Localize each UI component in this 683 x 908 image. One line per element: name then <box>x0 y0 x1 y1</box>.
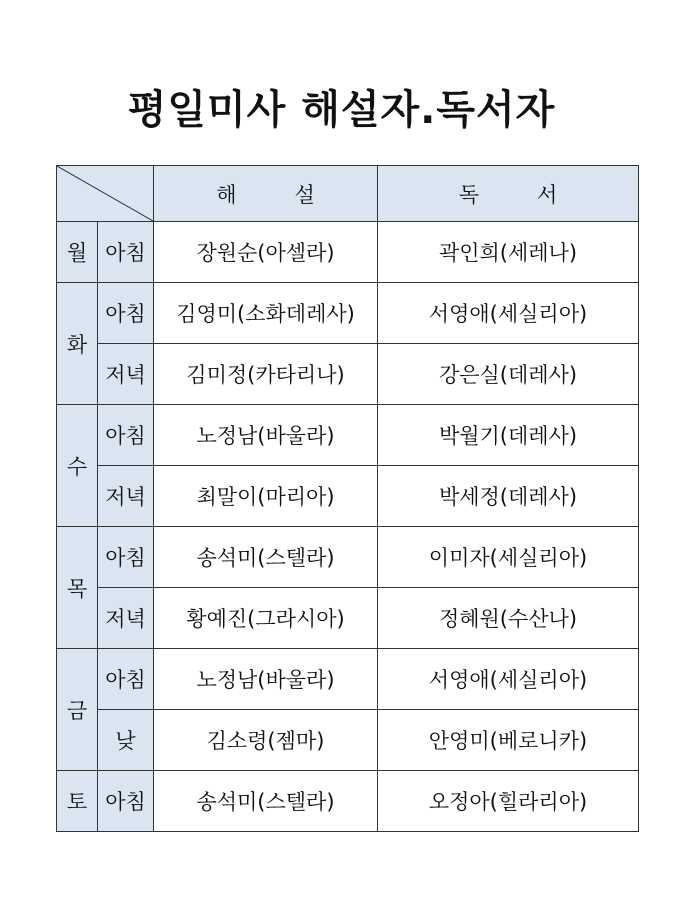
reader-cell: 안영미(베로니카) <box>378 710 639 771</box>
table-row <box>57 771 639 832</box>
schedule-table <box>56 165 639 832</box>
reader-cell: 박세정(데레사) <box>378 466 639 527</box>
reader-cell: 강은실(데레사) <box>378 344 639 405</box>
reader-cell: 서영애(세실리아) <box>378 283 639 344</box>
table-row <box>57 222 639 283</box>
time-cell: 낮 <box>98 710 154 771</box>
time-cell: 아침 <box>98 771 154 832</box>
commentator-cell: 김소령(젬마) <box>154 710 378 771</box>
day-cell: 수 <box>57 405 98 527</box>
commentator-cell: 장원순(아셀라) <box>154 222 378 283</box>
day-cell: 화 <box>57 283 98 405</box>
page-title: 평일미사 해설자.독서자 <box>127 87 556 133</box>
reader-cell: 정혜원(수산나) <box>378 588 639 649</box>
table-row <box>57 283 639 344</box>
reader-cell: 이미자(세실리아) <box>378 527 639 588</box>
commentator-cell: 송석미(스텔라) <box>154 527 378 588</box>
commentator-cell: 최말이(마리아) <box>154 466 378 527</box>
header-reader-char-2: 서 <box>537 182 558 207</box>
reader-cell: 오정아(힐라리아) <box>378 771 639 832</box>
day-cell: 토 <box>57 771 98 832</box>
header-reader-char-1: 독 <box>458 182 479 207</box>
table-row <box>57 710 639 771</box>
corner-diagonal-cell <box>57 166 154 222</box>
time-cell: 아침 <box>98 649 154 710</box>
time-cell: 저녁 <box>98 344 154 405</box>
day-cell: 목 <box>57 527 98 649</box>
table-row <box>57 344 639 405</box>
reader-cell: 곽인희(세레나) <box>378 222 639 283</box>
reader-cell: 박월기(데레사) <box>378 405 639 466</box>
time-cell: 아침 <box>98 222 154 283</box>
commentator-cell: 황예진(그라시아) <box>154 588 378 649</box>
header-row <box>57 166 639 222</box>
commentator-cell: 노정남(바울라) <box>154 405 378 466</box>
commentator-cell: 김미정(카타리나) <box>154 344 378 405</box>
reader-cell: 서영애(세실리아) <box>378 649 639 710</box>
time-cell: 저녁 <box>98 466 154 527</box>
time-cell: 아침 <box>98 527 154 588</box>
day-cell: 금 <box>57 649 98 771</box>
header-reader <box>378 166 639 222</box>
header-commentator-char-1: 해 <box>216 182 237 207</box>
time-cell: 저녁 <box>98 588 154 649</box>
commentator-cell: 송석미(스텔라) <box>154 771 378 832</box>
commentator-cell: 김영미(소화데레사) <box>154 283 378 344</box>
diagonal-line <box>57 166 153 221</box>
time-cell: 아침 <box>98 405 154 466</box>
table-row <box>57 649 639 710</box>
day-cell: 월 <box>57 222 98 283</box>
header-commentator <box>154 166 378 222</box>
table-row <box>57 466 639 527</box>
table-row <box>57 588 639 649</box>
table-row <box>57 405 639 466</box>
table-row <box>57 527 639 588</box>
commentator-cell: 노정남(바울라) <box>154 649 378 710</box>
time-cell: 아침 <box>98 283 154 344</box>
header-commentator-char-2: 설 <box>294 182 315 207</box>
